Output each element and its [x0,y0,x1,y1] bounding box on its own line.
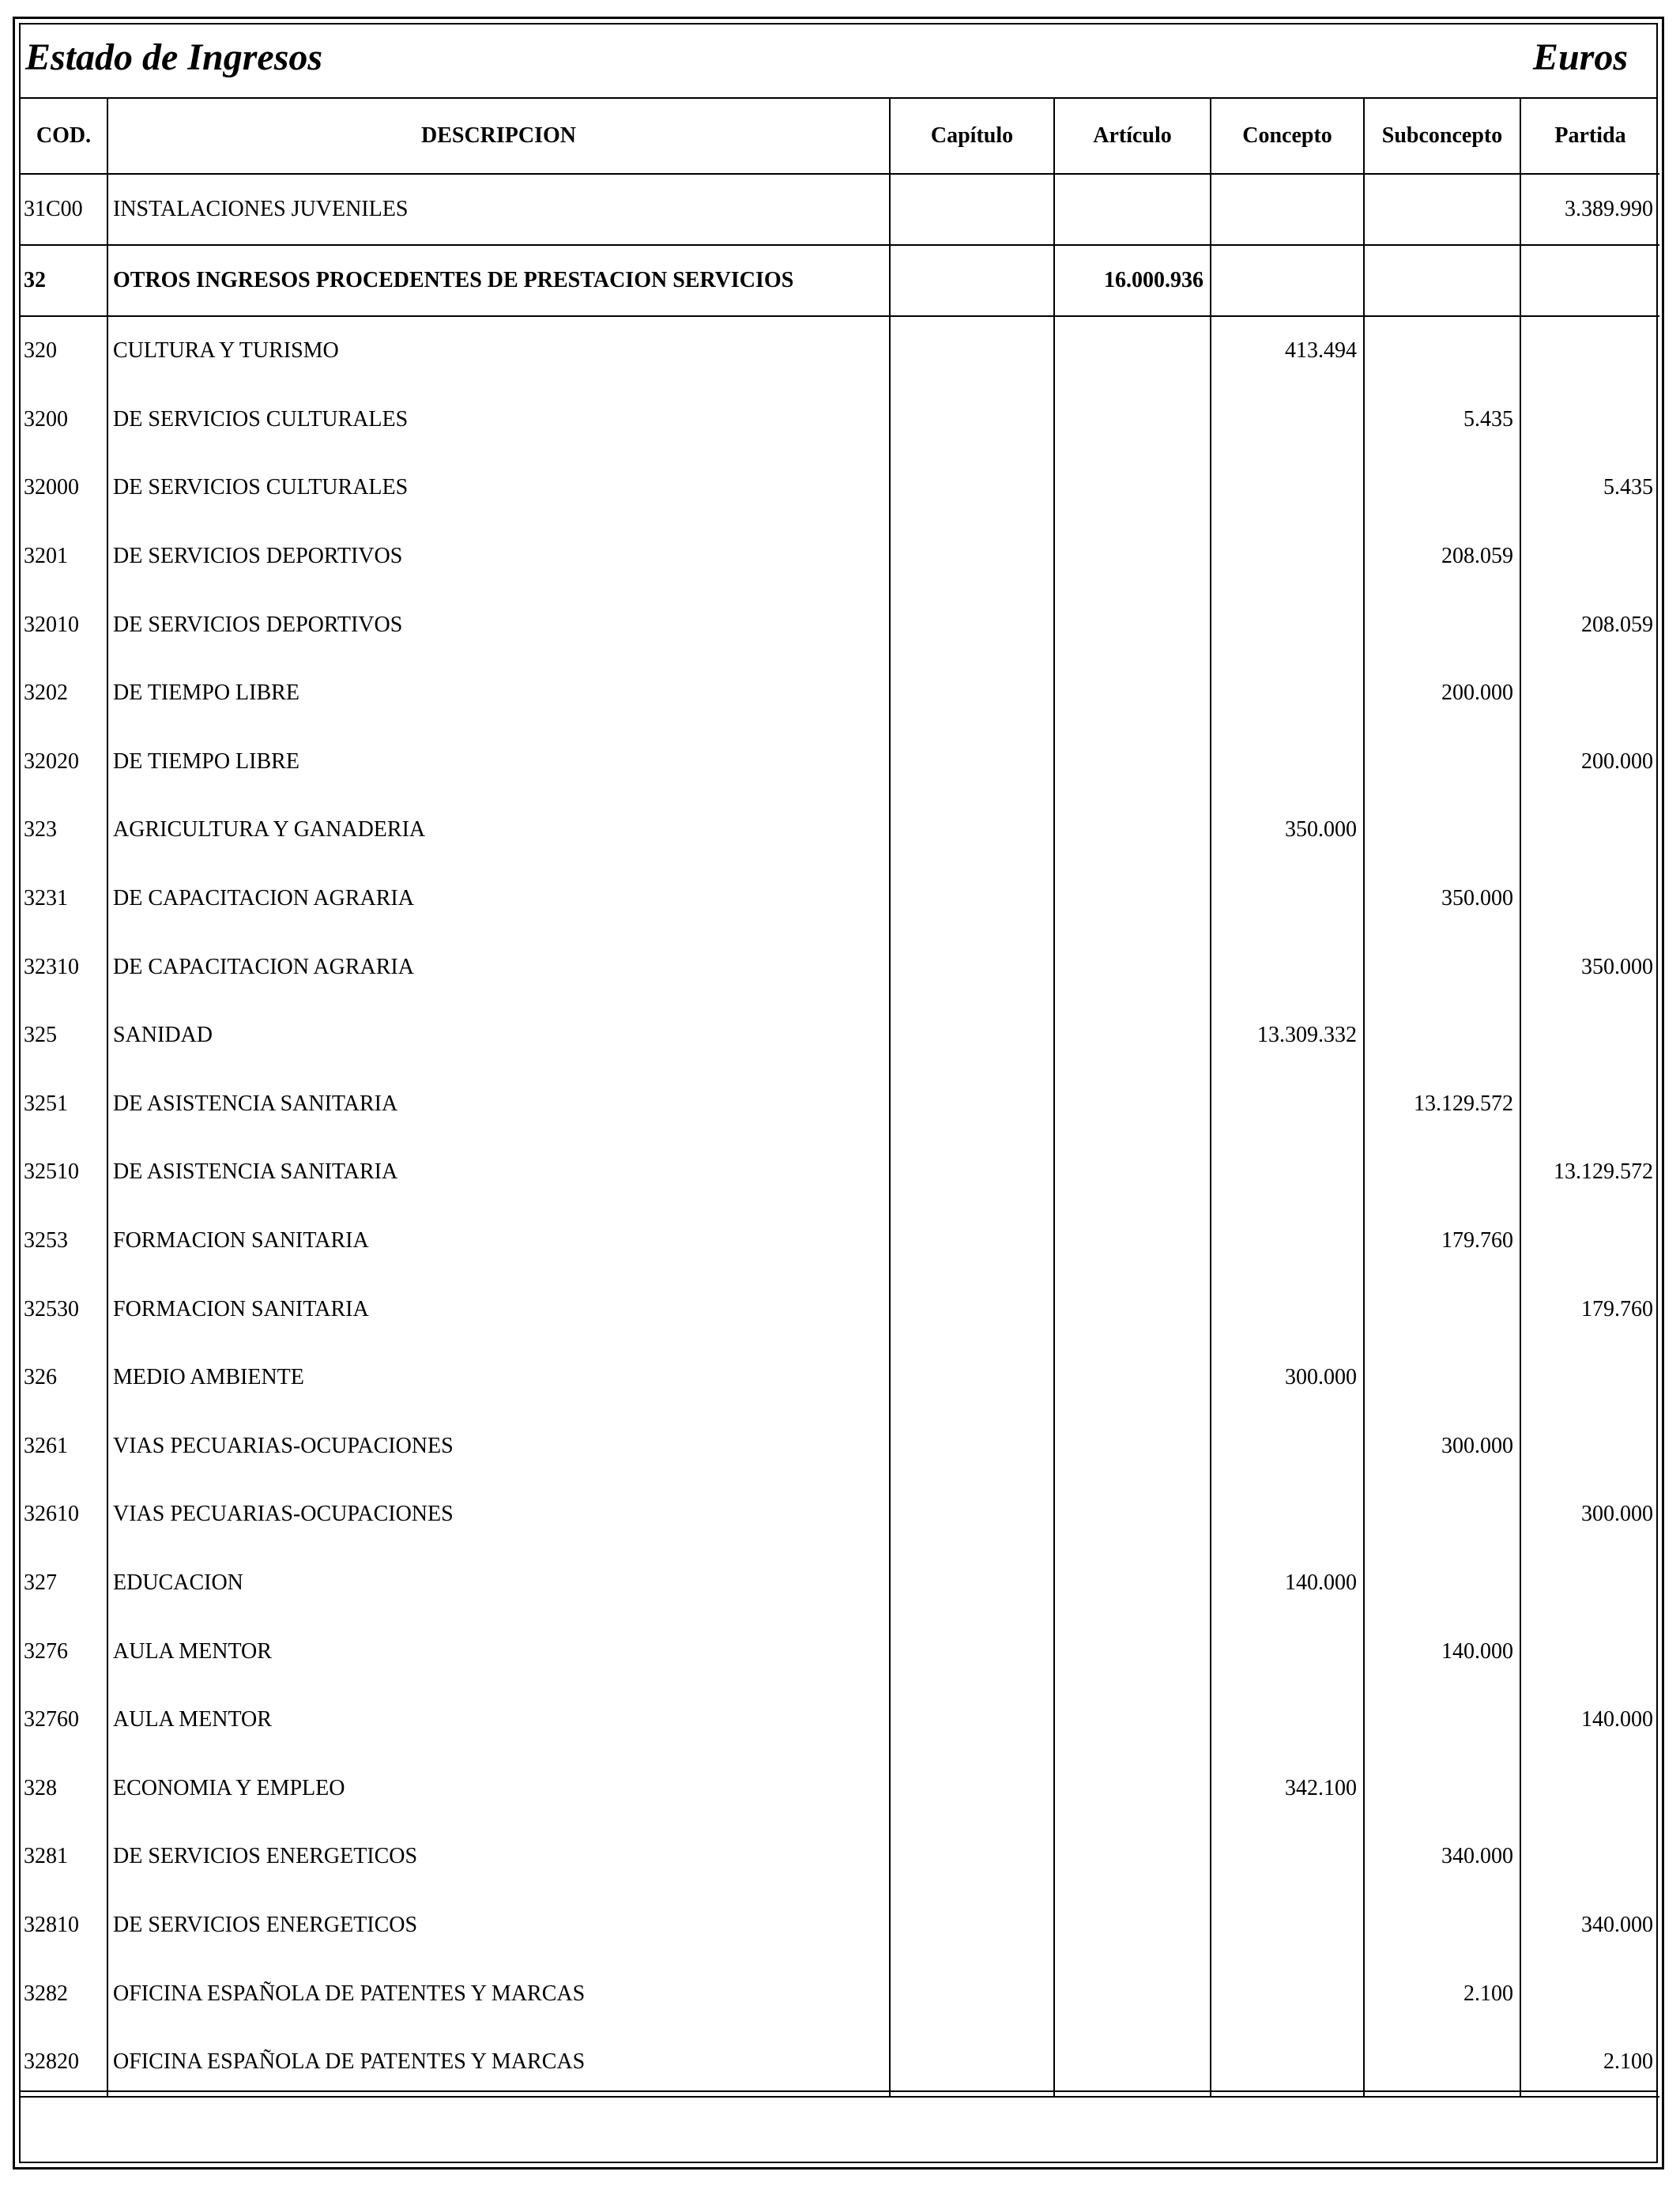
cell-concepto [1211,728,1364,797]
cell-articulo: 16.000.936 [1054,245,1211,316]
cell-articulo [1054,796,1211,865]
table-row [21,1959,1659,2028]
cell-subconcepto [1364,1686,1520,1755]
cell-partida [1520,1070,1659,1139]
table-row [21,245,1659,316]
cell-cod: 3202 [21,659,107,728]
cell-concepto: 13.309.332 [1211,1001,1364,1070]
cell-partida [1520,1412,1659,1481]
cell-capitulo [890,796,1054,865]
cell-partida: 179.760 [1520,1275,1659,1344]
table-row [21,590,1659,659]
table-row [21,316,1659,386]
cell-descripcion: DE SERVICIOS ENERGETICOS [107,1823,890,1891]
cell-concepto [1211,865,1364,933]
cell-partida [1520,386,1659,454]
cell-capitulo [890,1344,1054,1412]
cell-partida [1520,1344,1659,1412]
cell-cod: 3261 [21,1412,107,1481]
cell-concepto [1211,2028,1364,2098]
table-row [21,1070,1659,1139]
table-row [21,796,1659,865]
table-row [21,454,1659,522]
cell-subconcepto: 300.000 [1364,1412,1520,1481]
table-row [21,1207,1659,1276]
cell-capitulo [890,1412,1054,1481]
table-row [21,865,1659,933]
cell-descripcion: AGRICULTURA Y GANADERIA [107,796,890,865]
document-frame [13,17,1664,2169]
cell-articulo [1054,1686,1211,1755]
cell-concepto [1211,1275,1364,1344]
cell-cod: 3251 [21,1070,107,1139]
cell-capitulo [890,1549,1054,1618]
cell-concepto [1211,1138,1364,1207]
cell-partida [1520,1754,1659,1823]
table-row [21,1001,1659,1070]
cell-capitulo [890,386,1054,454]
title-bar [21,25,1656,99]
column-header-concepto: Concepto [1211,99,1364,174]
cell-descripcion: EDUCACION [107,1549,890,1618]
income-table [21,99,1659,2098]
cell-capitulo [890,1207,1054,1276]
table-row [21,522,1659,591]
cell-concepto [1211,1891,1364,1960]
table-header-row [21,99,1659,174]
cell-capitulo [890,316,1054,386]
cell-partida [1520,1617,1659,1686]
cell-concepto [1211,1412,1364,1481]
cell-descripcion: FORMACION SANITARIA [107,1275,890,1344]
cell-cod: 3200 [21,386,107,454]
cell-cod: 32760 [21,1686,107,1755]
cell-articulo [1054,728,1211,797]
cell-cod: 32 [21,245,107,316]
cell-capitulo [890,865,1054,933]
cell-capitulo [890,245,1054,316]
cell-concepto [1211,1959,1364,2028]
cell-descripcion: MEDIO AMBIENTE [107,1344,890,1412]
column-header-partida: Partida [1520,99,1659,174]
cell-concepto [1211,522,1364,591]
cell-subconcepto [1364,933,1520,1001]
table-row [21,659,1659,728]
cell-concepto [1211,386,1364,454]
table-row [21,1823,1659,1891]
cell-subconcepto [1364,1891,1520,1960]
cell-subconcepto [1364,590,1520,659]
cell-articulo [1054,1412,1211,1481]
cell-descripcion: DE SERVICIOS ENERGETICOS [107,1891,890,1960]
cell-descripcion: AULA MENTOR [107,1617,890,1686]
cell-subconcepto: 208.059 [1364,522,1520,591]
cell-subconcepto: 5.435 [1364,386,1520,454]
cell-partida: 208.059 [1520,590,1659,659]
cell-descripcion: DE ASISTENCIA SANITARIA [107,1070,890,1139]
cell-capitulo [890,659,1054,728]
cell-cod: 328 [21,1754,107,1823]
cell-subconcepto [1364,1138,1520,1207]
cell-descripcion: SANIDAD [107,1001,890,1070]
cell-capitulo [890,728,1054,797]
cell-cod: 32010 [21,590,107,659]
cell-articulo [1054,1480,1211,1549]
cell-partida [1520,522,1659,591]
table-row [21,1480,1659,1549]
cell-partida: 200.000 [1520,728,1659,797]
cell-concepto: 140.000 [1211,1549,1364,1618]
cell-concepto [1211,1617,1364,1686]
cell-subconcepto: 200.000 [1364,659,1520,728]
cell-descripcion: CULTURA Y TURISMO [107,316,890,386]
cell-cod: 32310 [21,933,107,1001]
cell-subconcepto [1364,1344,1520,1412]
table-row [21,933,1659,1001]
cell-descripcion: INSTALACIONES JUVENILES [107,174,890,245]
cell-capitulo [890,1138,1054,1207]
cell-concepto [1211,1686,1364,1755]
cell-articulo [1054,386,1211,454]
cell-concepto: 300.000 [1211,1344,1364,1412]
cell-articulo [1054,933,1211,1001]
cell-concepto: 350.000 [1211,796,1364,865]
cell-descripcion: DE SERVICIOS DEPORTIVOS [107,522,890,591]
cell-descripcion: OFICINA ESPAÑOLA DE PATENTES Y MARCAS [107,2028,890,2098]
cell-subconcepto [1364,1001,1520,1070]
cell-descripcion: VIAS PECUARIAS-OCUPACIONES [107,1412,890,1481]
cell-articulo [1054,1823,1211,1891]
cell-descripcion: FORMACION SANITARIA [107,1207,890,1276]
cell-descripcion: AULA MENTOR [107,1686,890,1755]
cell-partida [1520,659,1659,728]
cell-descripcion: DE SERVICIOS CULTURALES [107,454,890,522]
cell-partida [1520,1823,1659,1891]
cell-articulo [1054,1754,1211,1823]
cell-capitulo [890,1891,1054,1960]
table-body [21,174,1659,2097]
cell-capitulo [890,1617,1054,1686]
table-row [21,1412,1659,1481]
cell-cod: 323 [21,796,107,865]
cell-concepto [1211,1823,1364,1891]
cell-concepto [1211,590,1364,659]
cell-articulo [1054,1344,1211,1412]
cell-cod: 32820 [21,2028,107,2098]
footer-divider [21,2090,1656,2092]
table-row [21,1275,1659,1344]
cell-partida [1520,1207,1659,1276]
cell-partida: 140.000 [1520,1686,1659,1755]
cell-partida: 2.100 [1520,2028,1659,2098]
table-row [21,1344,1659,1412]
cell-subconcepto: 350.000 [1364,865,1520,933]
cell-concepto [1211,245,1364,316]
table-row [21,1754,1659,1823]
cell-capitulo [890,174,1054,245]
cell-capitulo [890,1823,1054,1891]
cell-articulo [1054,865,1211,933]
cell-cod: 32810 [21,1891,107,1960]
cell-articulo [1054,1138,1211,1207]
cell-subconcepto: 13.129.572 [1364,1070,1520,1139]
cell-articulo [1054,1959,1211,2028]
cell-capitulo [890,1001,1054,1070]
table-row [21,1549,1659,1618]
cell-capitulo [890,590,1054,659]
cell-capitulo [890,1959,1054,2028]
column-header-descripcion: DESCRIPCION [107,99,890,174]
cell-subconcepto [1364,316,1520,386]
cell-capitulo [890,1480,1054,1549]
cell-articulo [1054,174,1211,245]
cell-cod: 32610 [21,1480,107,1549]
cell-capitulo [890,933,1054,1001]
page-title: Estado de Ingresos [25,36,323,78]
cell-descripcion: DE CAPACITACION AGRARIA [107,933,890,1001]
cell-articulo [1054,590,1211,659]
cell-capitulo [890,2028,1054,2098]
cell-capitulo [890,1754,1054,1823]
cell-articulo [1054,1549,1211,1618]
table-row [21,2028,1659,2098]
cell-cod: 32530 [21,1275,107,1344]
cell-subconcepto [1364,1275,1520,1344]
cell-descripcion: ECONOMIA Y EMPLEO [107,1754,890,1823]
cell-articulo [1054,316,1211,386]
cell-cod: 3281 [21,1823,107,1891]
cell-partida [1520,865,1659,933]
cell-cod: 32000 [21,454,107,522]
cell-subconcepto: 140.000 [1364,1617,1520,1686]
cell-subconcepto [1364,454,1520,522]
cell-subconcepto [1364,1549,1520,1618]
cell-partida: 5.435 [1520,454,1659,522]
cell-descripcion: DE ASISTENCIA SANITARIA [107,1138,890,1207]
cell-partida [1520,316,1659,386]
cell-descripcion: DE TIEMPO LIBRE [107,659,890,728]
cell-capitulo [890,1686,1054,1755]
cell-subconcepto [1364,1480,1520,1549]
column-header-articulo: Artículo [1054,99,1211,174]
cell-cod: 31C00 [21,174,107,245]
cell-subconcepto [1364,174,1520,245]
cell-concepto [1211,933,1364,1001]
cell-concepto: 342.100 [1211,1754,1364,1823]
cell-partida: 13.129.572 [1520,1138,1659,1207]
cell-subconcepto [1364,245,1520,316]
cell-cod: 3231 [21,865,107,933]
column-header-cod: COD. [21,99,107,174]
cell-partida: 3.389.990 [1520,174,1659,245]
column-header-capitulo: Capítulo [890,99,1054,174]
cell-concepto: 413.494 [1211,316,1364,386]
cell-cod: 320 [21,316,107,386]
cell-partida: 340.000 [1520,1891,1659,1960]
cell-concepto [1211,659,1364,728]
cell-subconcepto: 340.000 [1364,1823,1520,1891]
cell-partida [1520,796,1659,865]
cell-articulo [1054,2028,1211,2098]
table-row [21,1617,1659,1686]
cell-capitulo [890,1070,1054,1139]
cell-articulo [1054,1070,1211,1139]
cell-subconcepto [1364,796,1520,865]
cell-cod: 32510 [21,1138,107,1207]
cell-partida [1520,1959,1659,2028]
table-row [21,1891,1659,1960]
cell-concepto [1211,454,1364,522]
cell-articulo [1054,1275,1211,1344]
cell-descripcion: DE TIEMPO LIBRE [107,728,890,797]
cell-cod: 3276 [21,1617,107,1686]
cell-capitulo [890,1275,1054,1344]
table-row [21,1138,1659,1207]
column-header-subconcepto: Subconcepto [1364,99,1520,174]
cell-articulo [1054,1617,1211,1686]
cell-concepto [1211,1480,1364,1549]
cell-descripcion: DE SERVICIOS CULTURALES [107,386,890,454]
cell-subconcepto [1364,1754,1520,1823]
cell-descripcion: OTROS INGRESOS PROCEDENTES DE PRESTACION SERVICIOS [107,245,890,316]
cell-subconcepto: 179.760 [1364,1207,1520,1276]
cell-partida [1520,1001,1659,1070]
table-row [21,174,1659,245]
cell-articulo [1054,1891,1211,1960]
cell-descripcion: DE CAPACITACION AGRARIA [107,865,890,933]
cell-partida [1520,1549,1659,1618]
document-inner-frame [19,23,1658,2163]
cell-articulo [1054,454,1211,522]
cell-cod: 327 [21,1549,107,1618]
cell-capitulo [890,454,1054,522]
cell-concepto [1211,1070,1364,1139]
cell-cod: 3201 [21,522,107,591]
table-row [21,386,1659,454]
cell-partida [1520,245,1659,316]
cell-articulo [1054,1207,1211,1276]
cell-descripcion: DE SERVICIOS DEPORTIVOS [107,590,890,659]
cell-cod: 325 [21,1001,107,1070]
cell-descripcion: OFICINA ESPAÑOLA DE PATENTES Y MARCAS [107,1959,890,2028]
cell-partida: 350.000 [1520,933,1659,1001]
cell-articulo [1054,522,1211,591]
cell-cod: 326 [21,1344,107,1412]
cell-concepto [1211,1207,1364,1276]
cell-cod: 3282 [21,1959,107,2028]
cell-cod: 32020 [21,728,107,797]
cell-articulo [1054,1001,1211,1070]
cell-subconcepto: 2.100 [1364,1959,1520,2028]
cell-subconcepto [1364,2028,1520,2098]
currency-unit: Euros [1532,36,1628,78]
cell-subconcepto [1364,728,1520,797]
cell-capitulo [890,522,1054,591]
cell-partida: 300.000 [1520,1480,1659,1549]
cell-concepto [1211,174,1364,245]
cell-descripcion: VIAS PECUARIAS-OCUPACIONES [107,1480,890,1549]
cell-cod: 3253 [21,1207,107,1276]
table-row [21,1686,1659,1755]
cell-articulo [1054,659,1211,728]
table-row [21,728,1659,797]
